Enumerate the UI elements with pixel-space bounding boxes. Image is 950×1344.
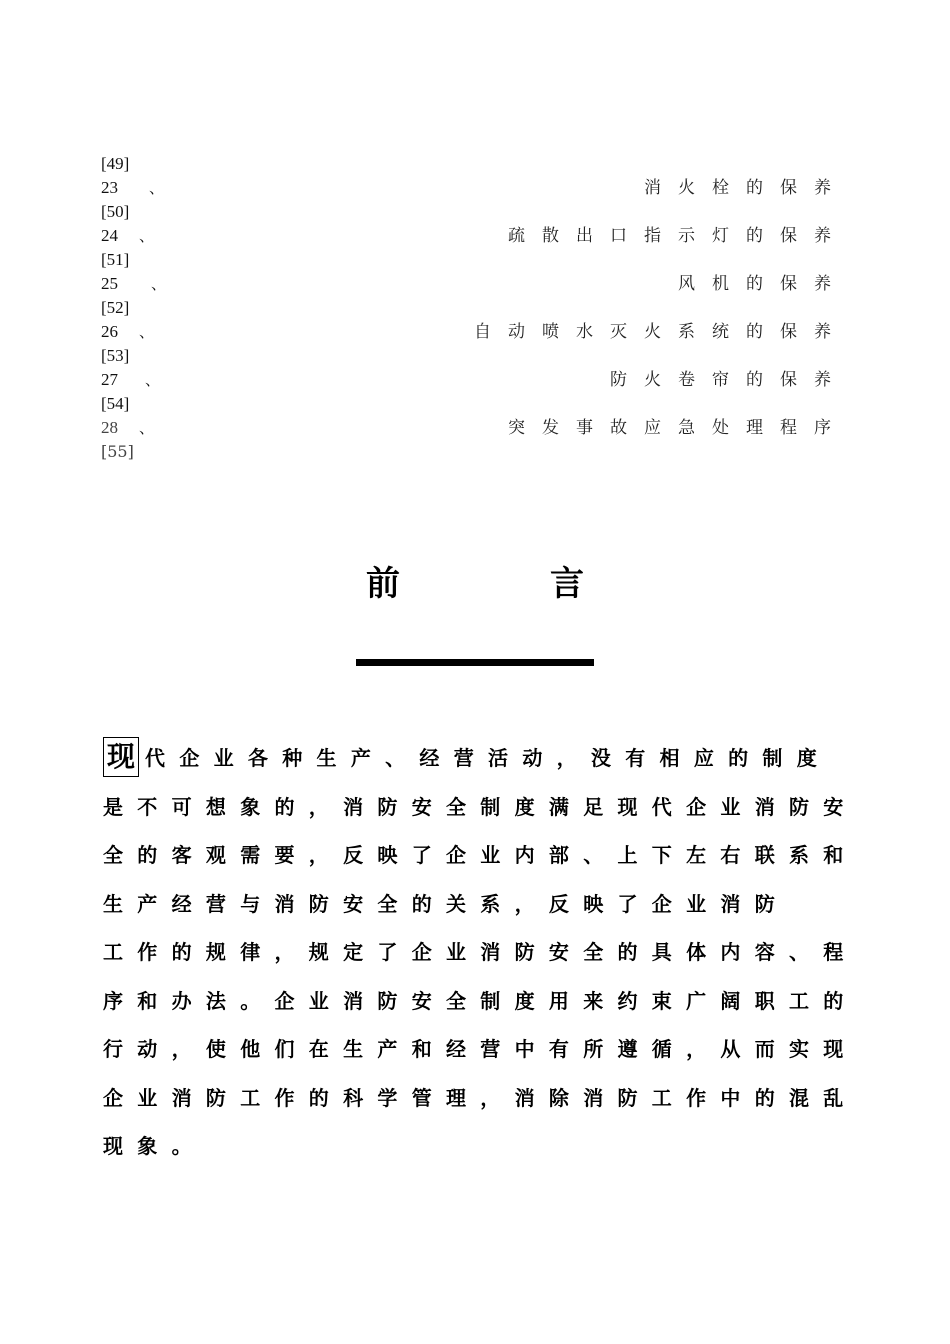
toc-entry-separator: 、 (139, 323, 155, 341)
toc-page-ref: [55] (101, 442, 134, 461)
body-line (103, 734, 835, 783)
body-line: 序和办法。企业消防安全制度用来约束广阔职工的 (103, 988, 858, 1013)
toc-entry-separator: 、 (139, 227, 155, 245)
body-line: 是不可想象的，消防安全制度满足现代企业消防安 (103, 794, 858, 819)
toc-entry-separator: 、 (149, 179, 165, 197)
body-line: 企业消防工作的科学管理，消除消防工作中的混乱 (103, 1085, 858, 1110)
body-line: 现象。 (103, 1134, 206, 1158)
toc-entry[interactable] (101, 176, 831, 200)
toc-page-ref: [49] (101, 154, 130, 173)
toc-page-ref: [51] (101, 250, 130, 269)
toc-page-ref: [50] (101, 202, 130, 221)
toc-entry-title: 疏 散 出 口 指 示 灯 的 保 养 (508, 226, 831, 246)
toc-page-ref: [52] (101, 298, 130, 317)
toc-entry-number: 24 (101, 226, 118, 245)
toc-page-ref: [54] (101, 394, 130, 413)
toc-entry[interactable] (101, 224, 831, 248)
body-line-text: 代企业各种生产、经营活动，没有相应的制度 (145, 746, 832, 770)
heading-underline (356, 659, 594, 666)
toc-entry-title: 风 机 的 保 养 (678, 274, 831, 294)
preface-body (103, 734, 858, 1171)
toc-entry[interactable] (101, 320, 831, 344)
toc-entry-number: 28 (101, 418, 118, 437)
toc-entry-title: 自 动 喷 水 灭 火 系 统 的 保 养 (474, 322, 831, 342)
toc-entry-title: 消 火 栓 的 保 养 (644, 178, 831, 198)
toc-page-ref: [53] (101, 346, 130, 365)
toc-entry-separator: 、 (139, 419, 155, 437)
section-heading: 前言 (366, 564, 734, 604)
body-line: 工作的规律，规定了企业消防安全的具体内容、程 (103, 940, 858, 964)
toc-entry-separator: 、 (145, 371, 161, 389)
drop-cap: 现 (103, 737, 139, 777)
toc-entry-title: 突 发 事 故 应 急 处 理 程 序 (508, 418, 831, 438)
toc-entry[interactable] (101, 416, 831, 440)
toc-entry[interactable] (101, 272, 831, 296)
toc-entry-title: 防 火 卷 帘 的 保 养 (610, 370, 831, 390)
toc-entry[interactable] (101, 368, 831, 392)
toc-entry-separator: 、 (151, 275, 167, 293)
body-line: 行动，使他们在生产和经营中有所遵循，从而实现 (103, 1037, 858, 1061)
toc-entry-number: 27 (101, 370, 118, 389)
table-of-contents (101, 152, 831, 464)
toc-entry-number: 23 (101, 178, 118, 197)
body-line: 全的客观需要，反映了企业内部、上下左右联系和 (103, 843, 858, 867)
toc-entry-number: 25 (101, 274, 118, 293)
toc-entry-number: 26 (101, 322, 118, 341)
body-line: 生产经营与消防安全的关系，反映了企业消防 (103, 891, 789, 916)
